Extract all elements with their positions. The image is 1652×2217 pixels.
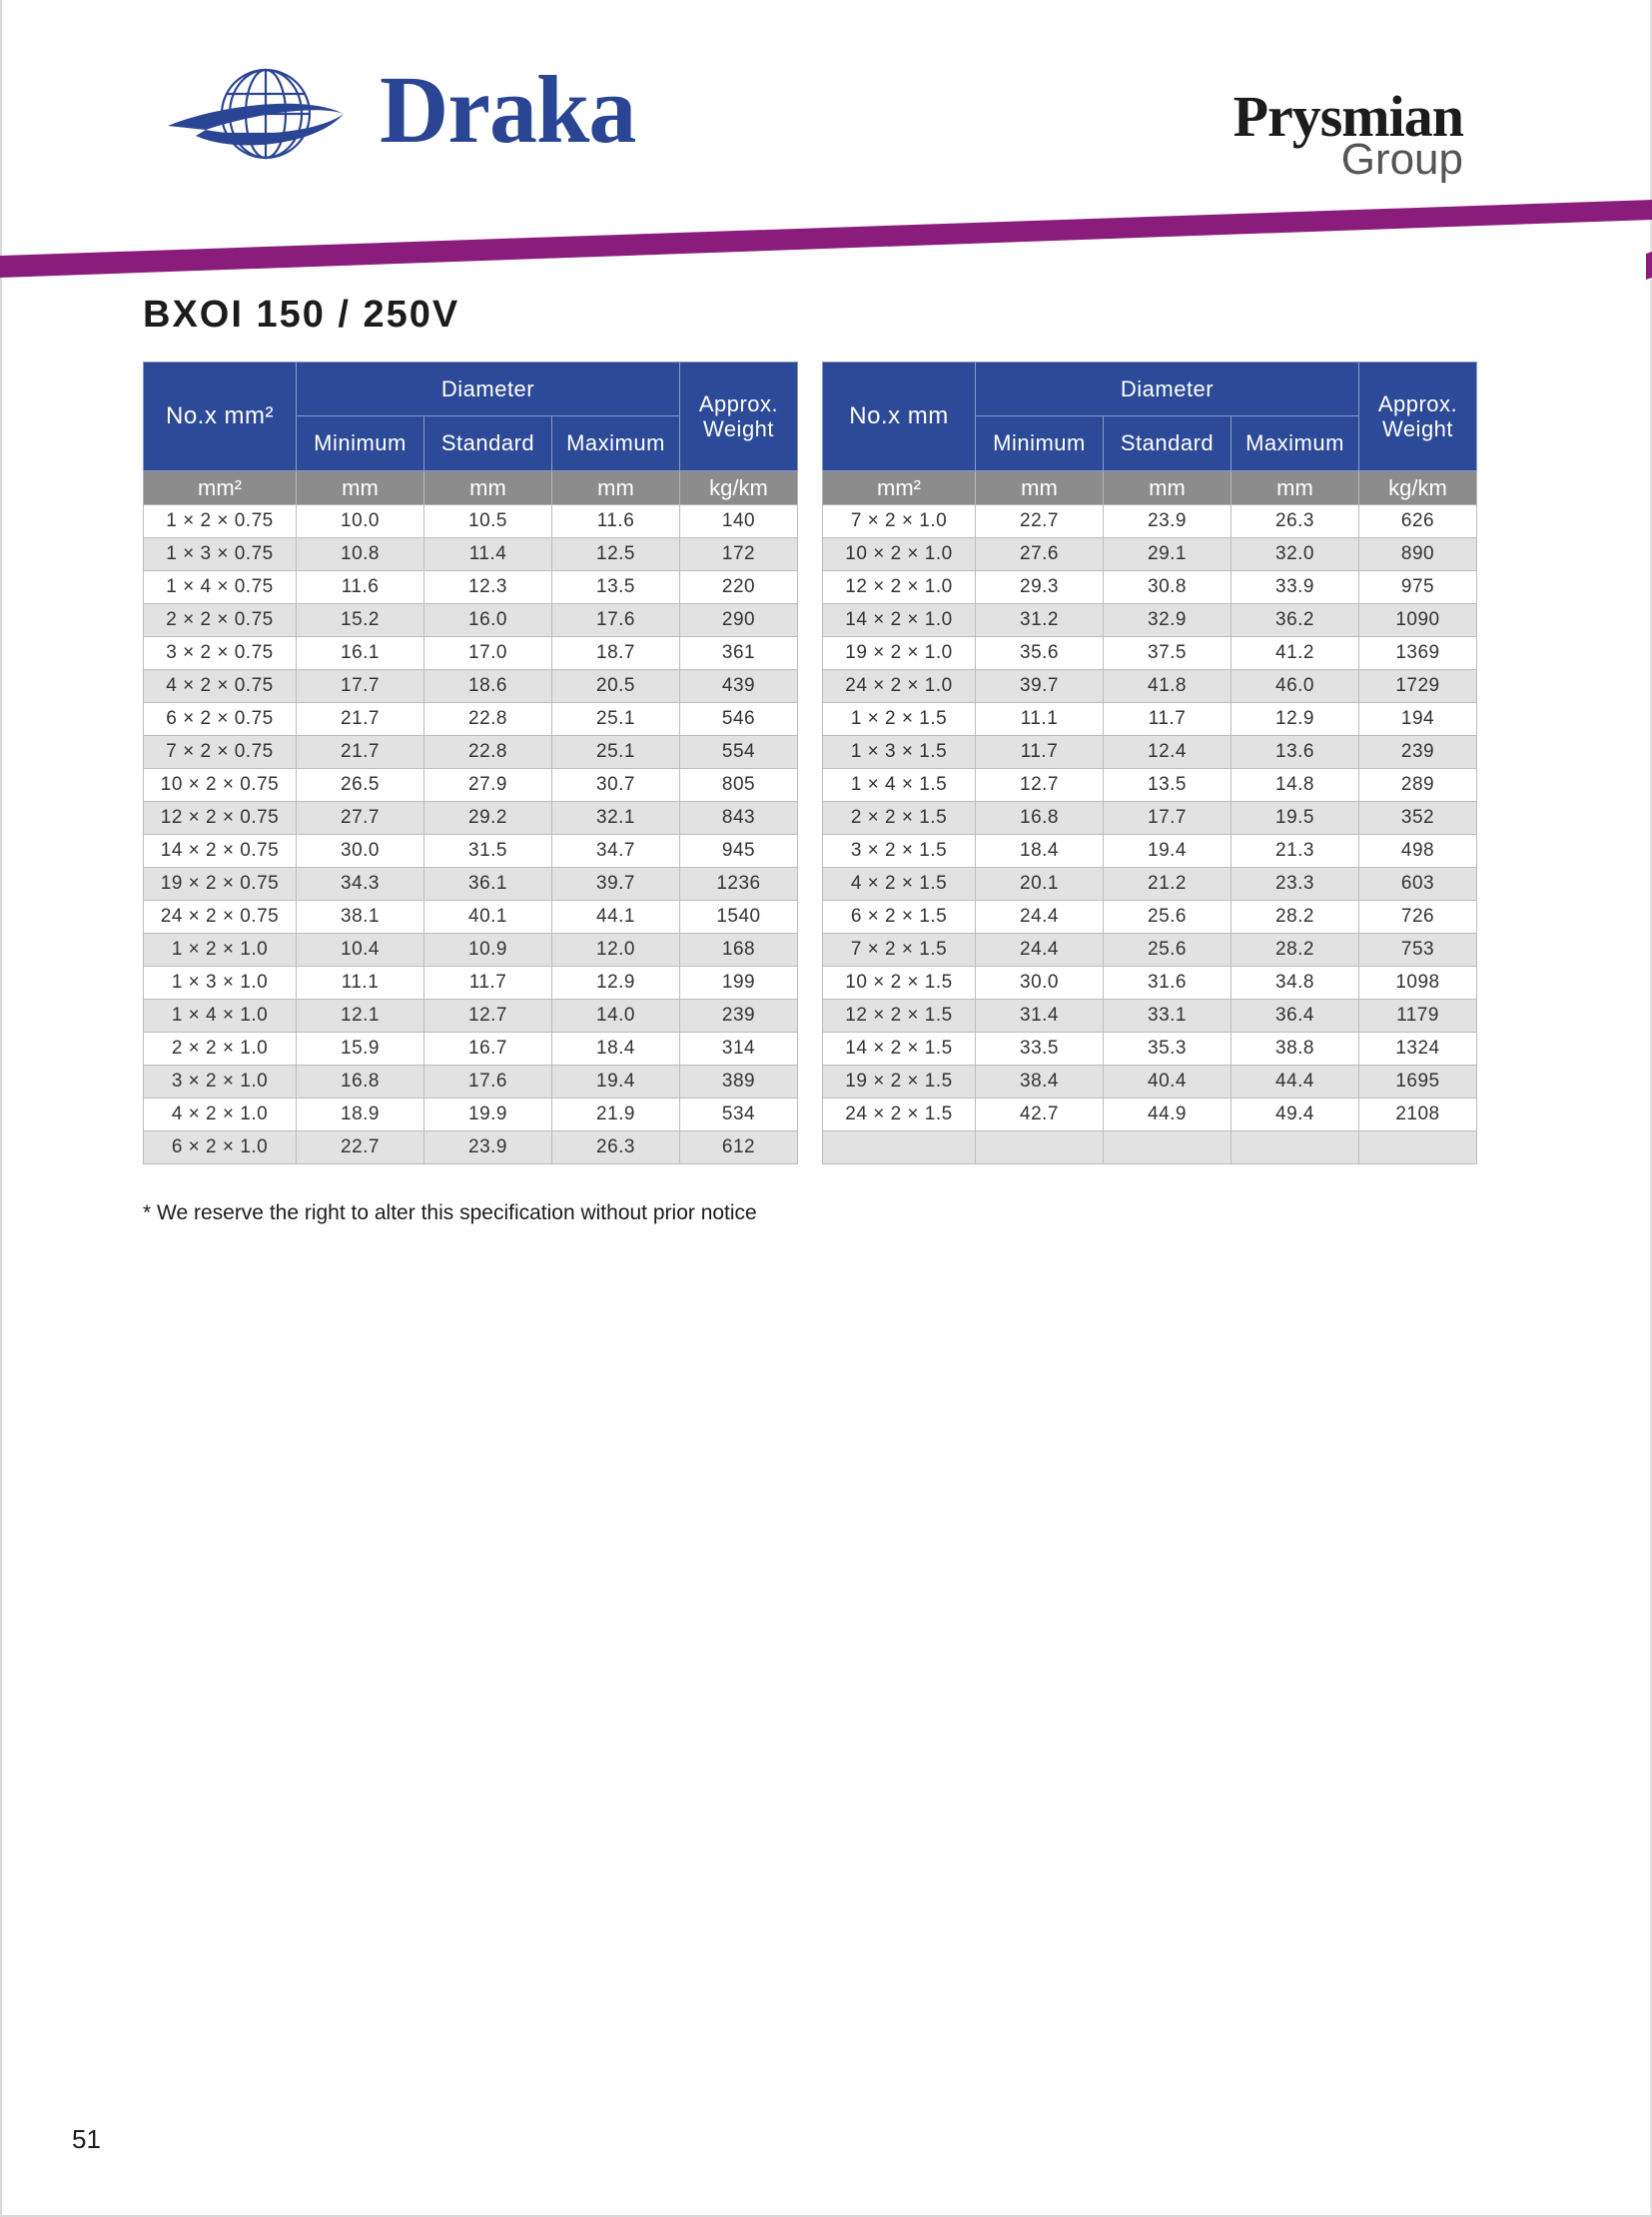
value-cell: 22.8 xyxy=(424,703,552,736)
cable-size-cell: 19 × 2 × 1.5 xyxy=(823,1066,976,1099)
value-cell: 40.1 xyxy=(424,901,552,934)
value-cell: 17.0 xyxy=(424,637,552,670)
col-header-maximum: Maximum xyxy=(1232,416,1359,471)
table-row xyxy=(823,736,1477,769)
value-cell: 546 xyxy=(680,703,798,736)
value-cell: 352 xyxy=(1359,802,1477,835)
cable-size-cell: 19 × 2 × 0.75 xyxy=(144,868,297,901)
value-cell: 140 xyxy=(680,505,798,538)
value-cell: 843 xyxy=(680,802,798,835)
table-row xyxy=(823,1066,1477,1099)
value-cell: 33.5 xyxy=(976,1033,1104,1066)
value-cell: 805 xyxy=(680,769,798,802)
value-cell: 23.3 xyxy=(1232,868,1359,901)
table-row xyxy=(823,571,1477,604)
value-cell: 30.7 xyxy=(552,769,680,802)
value-cell: 1179 xyxy=(1359,1000,1477,1033)
value-cell: 18.6 xyxy=(424,670,552,703)
cable-size-cell: 2 × 2 × 1.5 xyxy=(823,802,976,835)
value-cell: 20.1 xyxy=(976,868,1104,901)
value-cell: 612 xyxy=(680,1131,798,1164)
table-row xyxy=(823,868,1477,901)
value-cell: 27.6 xyxy=(976,538,1104,571)
value-cell: 21.9 xyxy=(552,1099,680,1131)
unit-cell: mm xyxy=(424,471,552,505)
cable-size-cell: 1 × 3 × 0.75 xyxy=(144,538,297,571)
cable-size-cell: 3 × 2 × 1.5 xyxy=(823,835,976,868)
value-cell: 31.4 xyxy=(976,1000,1104,1033)
unit-cell: kg/km xyxy=(680,471,798,505)
value-cell: 35.6 xyxy=(976,637,1104,670)
unit-cell: mm xyxy=(1232,471,1359,505)
value-cell: 27.7 xyxy=(297,802,424,835)
value-cell: 13.5 xyxy=(552,571,680,604)
value-cell: 40.4 xyxy=(1104,1066,1232,1099)
value-cell: 11.7 xyxy=(976,736,1104,769)
value-cell: 10.9 xyxy=(424,934,552,967)
value-cell: 29.3 xyxy=(976,571,1104,604)
value-cell: 18.4 xyxy=(552,1033,680,1066)
page-number: 51 xyxy=(72,2124,101,2154)
col-header-standard: Standard xyxy=(1104,416,1232,471)
table-row xyxy=(823,967,1477,1000)
value-cell xyxy=(1359,1131,1477,1164)
table-row xyxy=(144,604,798,637)
cable-size-cell: 10 × 2 × 0.75 xyxy=(144,769,297,802)
value-cell: 314 xyxy=(680,1033,798,1066)
value-cell: 1729 xyxy=(1359,670,1477,703)
value-cell: 534 xyxy=(680,1099,798,1131)
table-row xyxy=(144,835,798,868)
table-row xyxy=(823,802,1477,835)
value-cell: 10.0 xyxy=(297,505,424,538)
cable-size-cell: 7 × 2 × 1.0 xyxy=(823,505,976,538)
unit-cell: kg/km xyxy=(1359,471,1477,505)
value-cell: 32.9 xyxy=(1104,604,1232,637)
value-cell: 1540 xyxy=(680,901,798,934)
value-cell: 31.2 xyxy=(976,604,1104,637)
unit-cell: mm² xyxy=(144,471,297,505)
value-cell: 25.6 xyxy=(1104,934,1232,967)
table-row xyxy=(144,967,798,1000)
table-row xyxy=(144,868,798,901)
value-cell: 33.9 xyxy=(1232,571,1359,604)
value-cell: 44.1 xyxy=(552,901,680,934)
value-cell: 16.7 xyxy=(424,1033,552,1066)
table-row xyxy=(823,1000,1477,1033)
cable-size-cell: 1 × 4 × 1.0 xyxy=(144,1000,297,1033)
value-cell: 38.4 xyxy=(976,1066,1104,1099)
value-cell: 16.8 xyxy=(297,1066,424,1099)
spec-table-left xyxy=(143,362,798,1164)
value-cell: 42.7 xyxy=(976,1099,1104,1131)
cable-size-cell: 12 × 2 × 0.75 xyxy=(144,802,297,835)
col-header-size: No.x mm xyxy=(823,363,976,471)
table-row xyxy=(823,1131,1477,1164)
value-cell: 12.7 xyxy=(424,1000,552,1033)
cable-size-cell: 2 × 2 × 0.75 xyxy=(144,604,297,637)
value-cell: 34.7 xyxy=(552,835,680,868)
value-cell: 17.7 xyxy=(297,670,424,703)
value-cell: 389 xyxy=(680,1066,798,1099)
value-cell: 194 xyxy=(1359,703,1477,736)
value-cell: 32.1 xyxy=(552,802,680,835)
cable-size-cell: 1 × 2 × 1.0 xyxy=(144,934,297,967)
table-row xyxy=(144,1033,798,1066)
value-cell: 12.0 xyxy=(552,934,680,967)
cable-size-cell: 24 × 2 × 1.5 xyxy=(823,1099,976,1131)
value-cell: 172 xyxy=(680,538,798,571)
value-cell: 12.4 xyxy=(1104,736,1232,769)
value-cell: 38.8 xyxy=(1232,1033,1359,1066)
col-header-standard: Standard xyxy=(424,416,552,471)
value-cell: 19.9 xyxy=(424,1099,552,1131)
value-cell: 17.7 xyxy=(1104,802,1232,835)
value-cell: 1369 xyxy=(1359,637,1477,670)
table-row xyxy=(823,1033,1477,1066)
value-cell: 19.5 xyxy=(1232,802,1359,835)
value-cell: 31.6 xyxy=(1104,967,1232,1000)
unit-cell: mm xyxy=(297,471,424,505)
unit-cell: mm xyxy=(976,471,1104,505)
value-cell: 361 xyxy=(680,637,798,670)
value-cell: 626 xyxy=(1359,505,1477,538)
table-row xyxy=(144,1131,798,1164)
value-cell: 11.6 xyxy=(552,505,680,538)
table-row xyxy=(144,769,798,802)
table-row xyxy=(823,703,1477,736)
value-cell: 16.1 xyxy=(297,637,424,670)
disclaimer-note: * We reserve the right to alter this specification without prior notice xyxy=(143,1201,757,1224)
header-stripe xyxy=(0,196,1652,286)
value-cell: 1098 xyxy=(1359,967,1477,1000)
value-cell: 30.0 xyxy=(297,835,424,868)
table-row xyxy=(144,802,798,835)
col-header-size: No.x mm² xyxy=(144,363,297,471)
unit-cell: mm xyxy=(552,471,680,505)
value-cell: 18.7 xyxy=(552,637,680,670)
value-cell xyxy=(1232,1131,1359,1164)
unit-cell: mm² xyxy=(823,471,976,505)
value-cell: 21.2 xyxy=(1104,868,1232,901)
value-cell: 21.3 xyxy=(1232,835,1359,868)
value-cell: 26.3 xyxy=(552,1131,680,1164)
value-cell: 25.1 xyxy=(552,736,680,769)
cable-size-cell: 1 × 2 × 0.75 xyxy=(144,505,297,538)
value-cell: 12.1 xyxy=(297,1000,424,1033)
cable-size-cell: 12 × 2 × 1.5 xyxy=(823,1000,976,1033)
value-cell: 30.0 xyxy=(976,967,1104,1000)
value-cell: 498 xyxy=(1359,835,1477,868)
value-cell: 1236 xyxy=(680,868,798,901)
spec-table-right xyxy=(822,362,1477,1164)
value-cell: 15.9 xyxy=(297,1033,424,1066)
value-cell: 439 xyxy=(680,670,798,703)
page-title: BXOI 150 / 250V xyxy=(143,294,460,336)
cable-size-cell: 6 × 2 × 1.0 xyxy=(144,1131,297,1164)
value-cell: 28.2 xyxy=(1232,934,1359,967)
table-row xyxy=(823,637,1477,670)
cable-size-cell: 6 × 2 × 1.5 xyxy=(823,901,976,934)
table-row xyxy=(144,1099,798,1131)
table-row xyxy=(823,538,1477,571)
value-cell: 12.3 xyxy=(424,571,552,604)
value-cell: 11.7 xyxy=(1104,703,1232,736)
value-cell: 11.1 xyxy=(297,967,424,1000)
value-cell: 15.2 xyxy=(297,604,424,637)
table-row xyxy=(823,901,1477,934)
value-cell: 14.8 xyxy=(1232,769,1359,802)
group-logo-text: Group xyxy=(1340,135,1463,184)
cable-size-cell: 1 × 2 × 1.5 xyxy=(823,703,976,736)
value-cell: 554 xyxy=(680,736,798,769)
value-cell: 239 xyxy=(680,1000,798,1033)
value-cell: 18.9 xyxy=(297,1099,424,1131)
value-cell: 16.8 xyxy=(976,802,1104,835)
cable-size-cell xyxy=(823,1131,976,1164)
value-cell: 890 xyxy=(1359,538,1477,571)
cable-size-cell: 3 × 2 × 0.75 xyxy=(144,637,297,670)
value-cell: 17.6 xyxy=(424,1066,552,1099)
col-header-weight: Approx. Weight xyxy=(680,363,798,471)
cable-size-cell: 12 × 2 × 1.0 xyxy=(823,571,976,604)
value-cell: 24.4 xyxy=(976,934,1104,967)
value-cell: 22.8 xyxy=(424,736,552,769)
value-cell: 21.7 xyxy=(297,703,424,736)
page-edge-left xyxy=(0,0,2,2217)
col-header-minimum: Minimum xyxy=(297,416,424,471)
value-cell: 10.4 xyxy=(297,934,424,967)
value-cell: 37.5 xyxy=(1104,637,1232,670)
table-row xyxy=(144,505,798,538)
value-cell: 13.6 xyxy=(1232,736,1359,769)
cable-size-cell: 24 × 2 × 0.75 xyxy=(144,901,297,934)
value-cell: 603 xyxy=(1359,868,1477,901)
value-cell xyxy=(976,1131,1104,1164)
value-cell: 289 xyxy=(1359,769,1477,802)
cable-size-cell: 1 × 3 × 1.0 xyxy=(144,967,297,1000)
table-row xyxy=(144,703,798,736)
cable-size-cell: 1 × 4 × 0.75 xyxy=(144,571,297,604)
value-cell: 12.9 xyxy=(1232,703,1359,736)
cable-size-cell: 14 × 2 × 1.0 xyxy=(823,604,976,637)
table-row xyxy=(823,604,1477,637)
table-row xyxy=(144,1066,798,1099)
value-cell: 46.0 xyxy=(1232,670,1359,703)
cable-size-cell: 19 × 2 × 1.0 xyxy=(823,637,976,670)
col-header-diameter: Diameter xyxy=(297,363,680,416)
cable-size-cell: 7 × 2 × 1.5 xyxy=(823,934,976,967)
table-row xyxy=(144,571,798,604)
value-cell: 13.5 xyxy=(1104,769,1232,802)
value-cell: 25.1 xyxy=(552,703,680,736)
table-row xyxy=(823,505,1477,538)
value-cell: 726 xyxy=(1359,901,1477,934)
table-row xyxy=(144,637,798,670)
value-cell: 220 xyxy=(680,571,798,604)
table-row xyxy=(823,769,1477,802)
value-cell: 34.3 xyxy=(297,868,424,901)
value-cell: 36.4 xyxy=(1232,1000,1359,1033)
value-cell: 39.7 xyxy=(552,868,680,901)
value-cell: 44.9 xyxy=(1104,1099,1232,1131)
cable-size-cell: 4 × 2 × 1.5 xyxy=(823,868,976,901)
value-cell: 975 xyxy=(1359,571,1477,604)
cable-size-cell: 7 × 2 × 0.75 xyxy=(144,736,297,769)
value-cell: 23.9 xyxy=(424,1131,552,1164)
table-row xyxy=(144,1000,798,1033)
col-header-maximum: Maximum xyxy=(552,416,680,471)
table-row xyxy=(144,934,798,967)
value-cell: 17.6 xyxy=(552,604,680,637)
cable-size-cell: 24 × 2 × 1.0 xyxy=(823,670,976,703)
value-cell: 14.0 xyxy=(552,1000,680,1033)
value-cell: 1090 xyxy=(1359,604,1477,637)
value-cell: 30.8 xyxy=(1104,571,1232,604)
cable-size-cell: 4 × 2 × 1.0 xyxy=(144,1099,297,1131)
cable-size-cell: 6 × 2 × 0.75 xyxy=(144,703,297,736)
value-cell: 20.5 xyxy=(552,670,680,703)
unit-cell: mm xyxy=(1104,471,1232,505)
cable-size-cell: 14 × 2 × 0.75 xyxy=(144,835,297,868)
value-cell: 22.7 xyxy=(297,1131,424,1164)
value-cell: 10.8 xyxy=(297,538,424,571)
table-row xyxy=(144,670,798,703)
cable-size-cell: 4 × 2 × 0.75 xyxy=(144,670,297,703)
value-cell: 28.2 xyxy=(1232,901,1359,934)
value-cell: 239 xyxy=(1359,736,1477,769)
table-row xyxy=(823,670,1477,703)
value-cell: 21.7 xyxy=(297,736,424,769)
value-cell: 19.4 xyxy=(1104,835,1232,868)
value-cell: 36.2 xyxy=(1232,604,1359,637)
cable-size-cell: 10 × 2 × 1.5 xyxy=(823,967,976,1000)
value-cell: 290 xyxy=(680,604,798,637)
value-cell: 11.7 xyxy=(424,967,552,1000)
cable-size-cell: 1 × 4 × 1.5 xyxy=(823,769,976,802)
value-cell: 33.1 xyxy=(1104,1000,1232,1033)
value-cell: 23.9 xyxy=(1104,505,1232,538)
value-cell: 49.4 xyxy=(1232,1099,1359,1131)
table-row xyxy=(823,934,1477,967)
value-cell: 35.3 xyxy=(1104,1033,1232,1066)
value-cell: 36.1 xyxy=(424,868,552,901)
col-header-weight: Approx. Weight xyxy=(1359,363,1477,471)
cable-size-cell: 2 × 2 × 1.0 xyxy=(144,1033,297,1066)
cable-size-cell: 1 × 3 × 1.5 xyxy=(823,736,976,769)
value-cell: 11.4 xyxy=(424,538,552,571)
value-cell: 25.6 xyxy=(1104,901,1232,934)
value-cell xyxy=(1104,1131,1232,1164)
value-cell: 44.4 xyxy=(1232,1066,1359,1099)
value-cell: 29.2 xyxy=(424,802,552,835)
value-cell: 31.5 xyxy=(424,835,552,868)
value-cell: 41.8 xyxy=(1104,670,1232,703)
prysmian-logo xyxy=(1229,84,1463,184)
value-cell: 753 xyxy=(1359,934,1477,967)
table-row xyxy=(144,901,798,934)
value-cell: 199 xyxy=(680,967,798,1000)
value-cell: 11.1 xyxy=(976,703,1104,736)
value-cell: 1324 xyxy=(1359,1033,1477,1066)
value-cell: 29.1 xyxy=(1104,538,1232,571)
table-row xyxy=(823,835,1477,868)
value-cell: 945 xyxy=(680,835,798,868)
value-cell: 11.6 xyxy=(297,571,424,604)
col-header-minimum: Minimum xyxy=(976,416,1104,471)
table-row xyxy=(144,538,798,571)
value-cell: 19.4 xyxy=(552,1066,680,1099)
value-cell: 16.0 xyxy=(424,604,552,637)
value-cell: 24.4 xyxy=(976,901,1104,934)
value-cell: 38.1 xyxy=(297,901,424,934)
value-cell: 26.3 xyxy=(1232,505,1359,538)
table-row xyxy=(823,1099,1477,1131)
value-cell: 12.5 xyxy=(552,538,680,571)
value-cell: 22.7 xyxy=(976,505,1104,538)
draka-globe-icon xyxy=(166,64,351,164)
value-cell: 27.9 xyxy=(424,769,552,802)
value-cell: 168 xyxy=(680,934,798,967)
draka-logo-text: Draka xyxy=(380,56,636,163)
value-cell: 32.0 xyxy=(1232,538,1359,571)
cable-size-cell: 10 × 2 × 1.0 xyxy=(823,538,976,571)
value-cell: 2108 xyxy=(1359,1099,1477,1131)
value-cell: 41.2 xyxy=(1232,637,1359,670)
value-cell: 34.8 xyxy=(1232,967,1359,1000)
cable-size-cell: 14 × 2 × 1.5 xyxy=(823,1033,976,1066)
value-cell: 12.9 xyxy=(552,967,680,1000)
cable-size-cell: 3 × 2 × 1.0 xyxy=(144,1066,297,1099)
value-cell: 39.7 xyxy=(976,670,1104,703)
value-cell: 1695 xyxy=(1359,1066,1477,1099)
value-cell: 18.4 xyxy=(976,835,1104,868)
value-cell: 26.5 xyxy=(297,769,424,802)
col-header-diameter: Diameter xyxy=(976,363,1359,416)
table-row xyxy=(144,736,798,769)
value-cell: 10.5 xyxy=(424,505,552,538)
value-cell: 12.7 xyxy=(976,769,1104,802)
prysmian-logo-text: Prysmian xyxy=(1233,84,1463,149)
